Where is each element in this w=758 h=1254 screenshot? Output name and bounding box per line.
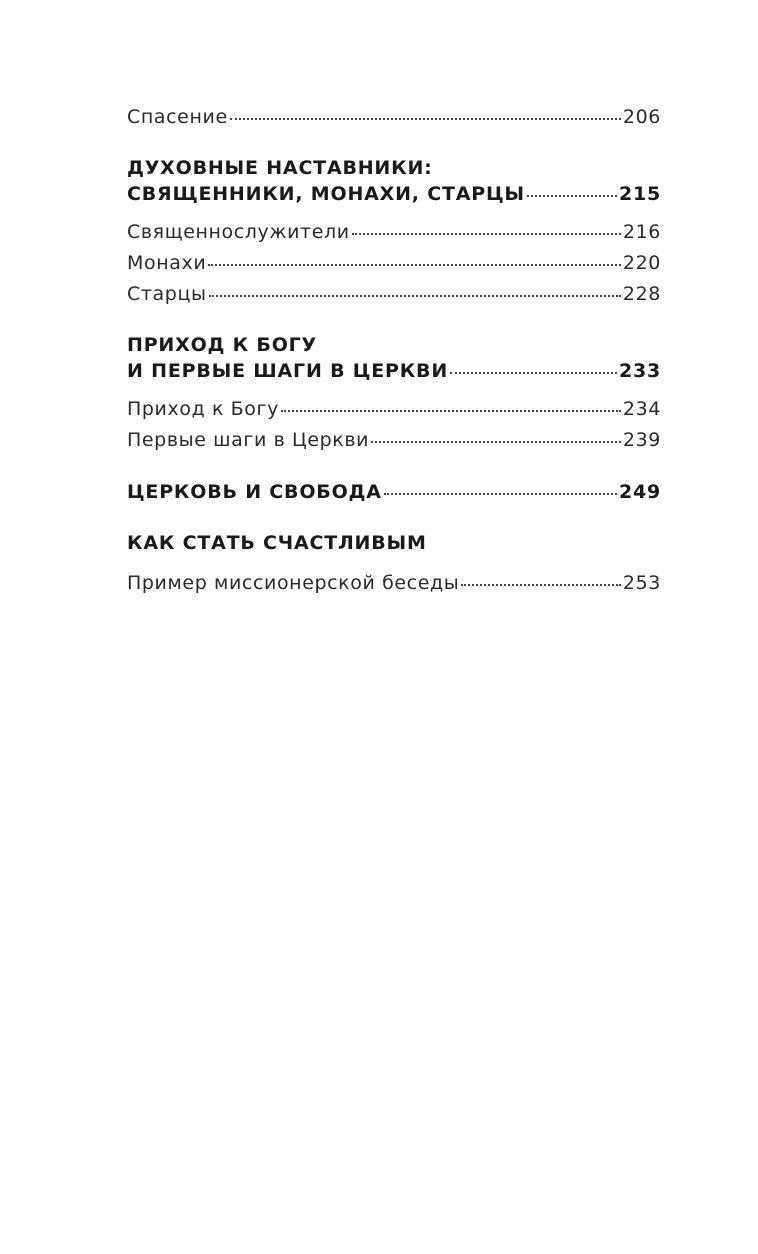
dot-leader <box>352 219 621 238</box>
toc-chapter-coming-to-god[interactable] <box>127 358 661 382</box>
toc-chapter-how-to-be-happy[interactable]: КАК СТАТЬ СЧАСТЛИВЫМ <box>127 532 427 554</box>
toc-entry-coming-to-god[interactable] <box>127 396 661 420</box>
toc-entry-page: 234 <box>622 398 661 420</box>
toc-chapter-title-line1[interactable]: ДУХОВНЫЕ НАСТАВНИКИ: <box>127 157 433 179</box>
toc-chapter-page: 215 <box>618 183 661 205</box>
dot-leader <box>208 250 621 269</box>
toc-entry-title: Приход к Богу <box>127 398 279 420</box>
toc-entry-title: Пример миссионерской беседы <box>127 572 460 594</box>
dot-leader <box>450 358 617 377</box>
toc-entry-title: Первые шаги в Церкви <box>127 429 370 451</box>
dot-leader <box>371 427 621 446</box>
toc-entry-title: Старцы <box>127 283 207 305</box>
toc-entry-title: Монахи <box>127 252 207 274</box>
toc-chapter-page: 233 <box>618 360 661 382</box>
toc-entry-elders[interactable] <box>127 281 661 305</box>
toc-entry-page: 216 <box>622 221 661 243</box>
toc-chapter-spiritual-mentors[interactable] <box>127 181 661 205</box>
toc-entry-monks[interactable] <box>127 250 661 274</box>
toc-chapter-church-and-freedom[interactable] <box>127 479 661 503</box>
toc-entry-page: 239 <box>622 429 661 451</box>
toc-entry-page: 253 <box>622 572 661 594</box>
dot-leader <box>384 479 617 498</box>
dot-leader <box>527 181 617 200</box>
toc-entry-page: 228 <box>622 283 661 305</box>
toc-chapter-title-line1[interactable]: ПРИХОД К БОГУ <box>127 334 317 356</box>
toc-entry-first-steps[interactable] <box>127 427 661 451</box>
toc-chapter-title-line2: СВЯЩЕННИКИ, МОНАХИ, СТАРЦЫ <box>127 183 525 205</box>
toc-entry-missionary-conversation[interactable] <box>127 570 661 594</box>
toc-entry-clergy[interactable] <box>127 219 661 243</box>
toc-entry-title: Священнослужители <box>127 221 350 243</box>
toc-entry-page: 206 <box>622 106 661 128</box>
toc-chapter-title: ЦЕРКОВЬ И СВОБОДА <box>127 481 382 503</box>
dot-leader <box>230 104 621 123</box>
dot-leader <box>461 570 621 589</box>
dot-leader <box>281 396 621 415</box>
toc-entry-spasenie[interactable] <box>127 104 661 128</box>
toc-chapter-page: 249 <box>618 481 661 503</box>
dot-leader <box>209 281 621 300</box>
toc-chapter-title-line2: И ПЕРВЫЕ ШАГИ В ЦЕРКВИ <box>127 360 449 382</box>
toc-entry-page: 220 <box>622 252 661 274</box>
toc-entry-title: Спасение <box>127 106 228 128</box>
